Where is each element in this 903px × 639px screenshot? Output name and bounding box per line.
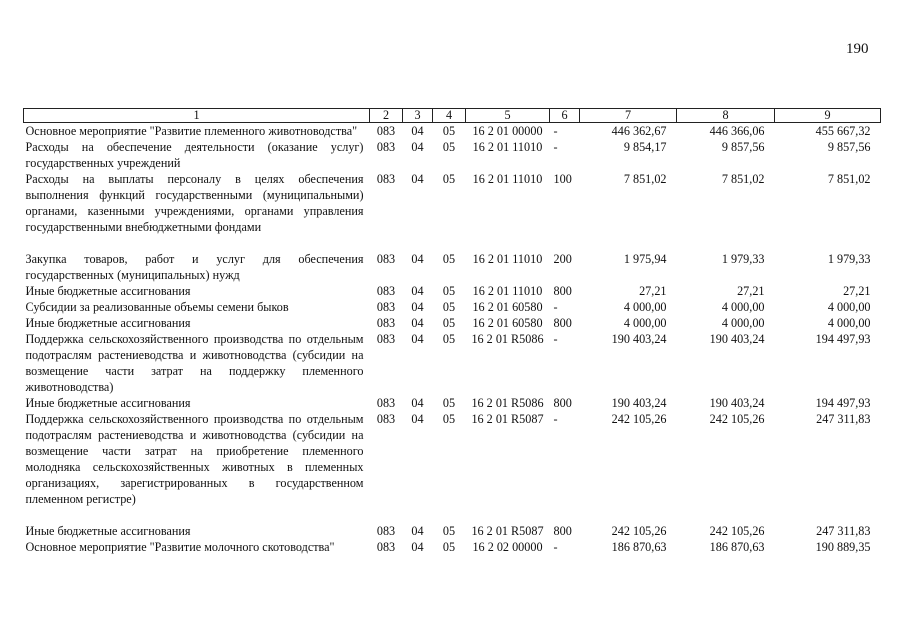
- row-gr-code: 083: [376, 284, 396, 298]
- row-vr-code: -: [553, 332, 558, 346]
- row-value-9: 190 889,35: [815, 540, 871, 554]
- row-rz-code: 04: [411, 140, 424, 154]
- row-rz-code: 04: [411, 172, 424, 186]
- table-row: [24, 411, 881, 523]
- row-pr-code: 05: [442, 300, 456, 314]
- column-header: 2: [370, 109, 403, 123]
- row-value-8: 242 105,26: [709, 412, 765, 426]
- row-csr-code: 16 2 01 00000: [472, 124, 543, 138]
- row-value-9: 247 311,83: [816, 524, 871, 538]
- row-rz-code: 04: [411, 124, 424, 138]
- table-row: [24, 251, 881, 283]
- row-vr-code: 800: [553, 284, 572, 298]
- row-value-9: 1 979,33: [827, 252, 871, 266]
- column-header: 7: [580, 109, 677, 123]
- row-value-8: 242 105,26: [709, 524, 765, 538]
- row-pr-code: 05: [442, 124, 456, 138]
- row-value-7: 446 362,67: [611, 124, 667, 138]
- row-gr-code: 083: [376, 300, 396, 314]
- row-pr-code: 05: [442, 540, 456, 554]
- column-header: 8: [677, 109, 775, 123]
- row-value-9: 4 000,00: [827, 300, 871, 314]
- row-value-9: 4 000,00: [827, 316, 871, 330]
- column-header: 5: [466, 109, 550, 123]
- table-row: [24, 299, 881, 315]
- row-name: Поддержка сельскохозяйственного производства по отдельным подотраслям растениеводства и животноводства (субсидии на возмещение части затрат на поддержку племенного животноводства): [25, 332, 364, 394]
- row-gr-code: 083: [376, 140, 396, 154]
- row-value-7: 190 403,24: [611, 332, 667, 346]
- row-value-8: 186 870,63: [709, 540, 765, 554]
- row-pr-code: 05: [442, 332, 456, 346]
- row-value-8: 446 366,06: [709, 124, 765, 138]
- row-value-8: 7 851,02: [721, 172, 765, 186]
- row-value-8: 9 857,56: [721, 140, 765, 154]
- budget-table: [23, 108, 881, 555]
- row-csr-code: 16 2 01 11010: [472, 140, 543, 154]
- row-rz-code: 04: [411, 284, 424, 298]
- table-body: [24, 123, 881, 556]
- column-header: 4: [433, 109, 466, 123]
- column-header: 3: [403, 109, 433, 123]
- row-name: Иные бюджетные ассигнования: [25, 396, 191, 410]
- row-rz-code: 04: [411, 396, 424, 410]
- row-rz-code: 04: [411, 524, 424, 538]
- row-name: Расходы на обеспечение деятельности (оказание услуг) государственных учреждений: [25, 140, 364, 170]
- table-row: [24, 315, 881, 331]
- row-value-7: 7 851,02: [623, 172, 667, 186]
- row-rz-code: 04: [411, 252, 424, 266]
- row-vr-code: 100: [553, 172, 572, 186]
- row-vr-code: 800: [553, 524, 572, 538]
- row-rz-code: 04: [411, 300, 424, 314]
- table-row: [24, 523, 881, 539]
- row-csr-code: 16 2 01 11010: [472, 284, 543, 298]
- row-pr-code: 05: [442, 412, 456, 426]
- row-rz-code: 04: [411, 332, 424, 346]
- column-header: 6: [550, 109, 580, 123]
- row-vr-code: 800: [553, 396, 572, 410]
- table-header: [24, 109, 881, 123]
- row-csr-code: 16 2 01 R5087: [471, 524, 544, 538]
- row-pr-code: 05: [442, 140, 456, 154]
- row-value-7: 242 105,26: [611, 524, 667, 538]
- row-vr-code: 200: [553, 252, 572, 266]
- table-row: [24, 395, 881, 411]
- row-gr-code: 083: [376, 540, 396, 554]
- row-vr-code: -: [553, 540, 558, 554]
- header-row: [24, 109, 881, 123]
- row-value-9: 194 497,93: [815, 332, 871, 346]
- row-vr-code: -: [553, 300, 558, 314]
- table-row: [24, 539, 881, 555]
- table-row: [24, 139, 881, 171]
- row-csr-code: 16 2 01 60580: [472, 300, 543, 314]
- row-name: Поддержка сельскохозяйственного производства по отдельным подотраслям растениеводства и животноводства (субсидии на возмещение части затрат на приобретение племенного молодняка сельскохозяйственных животных в племенных организациях, зарегистрированных в государственном племенном регистре): [25, 412, 364, 506]
- row-gr-code: 083: [376, 124, 396, 138]
- row-vr-code: -: [553, 124, 558, 138]
- row-value-7: 1 975,94: [623, 252, 667, 266]
- row-pr-code: 05: [442, 316, 456, 330]
- row-value-7: 9 854,17: [623, 140, 667, 154]
- table-row: [24, 171, 881, 251]
- row-name: Расходы на выплаты персоналу в целях обеспечения выполнения функций государственными (муниципальными) органами, казенными учреждениями, органами управления государственными внебюджетными фондами: [25, 172, 364, 234]
- row-value-7: 186 870,63: [611, 540, 667, 554]
- row-gr-code: 083: [376, 396, 396, 410]
- row-vr-code: 800: [553, 316, 572, 330]
- row-rz-code: 04: [411, 316, 424, 330]
- row-csr-code: 16 2 01 11010: [472, 172, 543, 186]
- row-value-9: 247 311,83: [816, 412, 871, 426]
- row-value-7: 4 000,00: [623, 316, 667, 330]
- row-csr-code: 16 2 01 R5086: [471, 396, 544, 410]
- row-pr-code: 05: [442, 284, 456, 298]
- row-name: Основное мероприятие "Развитие молочного скотоводства": [25, 540, 335, 554]
- row-gr-code: 083: [376, 316, 396, 330]
- row-gr-code: 083: [376, 332, 396, 346]
- row-value-9: 194 497,93: [815, 396, 871, 410]
- row-value-7: 4 000,00: [623, 300, 667, 314]
- row-value-7: 242 105,26: [611, 412, 667, 426]
- row-value-7: 190 403,24: [611, 396, 667, 410]
- row-gr-code: 083: [376, 172, 396, 186]
- row-rz-code: 04: [411, 540, 424, 554]
- column-header: 9: [775, 109, 881, 123]
- row-name: Иные бюджетные ассигнования: [25, 284, 191, 298]
- row-value-9: 27,21: [843, 284, 871, 298]
- row-csr-code: 16 2 02 00000: [472, 540, 543, 554]
- row-value-9: 455 667,32: [815, 124, 871, 138]
- row-csr-code: 16 2 01 R5086: [471, 332, 544, 346]
- row-vr-code: -: [553, 140, 558, 154]
- table-row: [24, 123, 881, 140]
- row-name: Основное мероприятие "Развитие племенного животноводства": [25, 124, 358, 138]
- row-name: Закупка товаров, работ и услуг для обеспечения государственных (муниципальных) нужд: [25, 252, 364, 282]
- row-name: Иные бюджетные ассигнования: [25, 524, 191, 538]
- row-name: Субсидии за реализованные объемы семени быков: [25, 300, 289, 314]
- row-name: Иные бюджетные ассигнования: [25, 316, 191, 330]
- row-value-9: 9 857,56: [827, 140, 871, 154]
- row-gr-code: 083: [376, 524, 396, 538]
- row-gr-code: 083: [376, 412, 396, 426]
- table-row: [24, 283, 881, 299]
- row-pr-code: 05: [442, 172, 456, 186]
- row-value-8: 4 000,00: [721, 300, 765, 314]
- table-row: [24, 331, 881, 395]
- row-gr-code: 083: [376, 252, 396, 266]
- row-value-8: 190 403,24: [709, 396, 765, 410]
- row-pr-code: 05: [442, 252, 456, 266]
- row-csr-code: 16 2 01 R5087: [471, 412, 544, 426]
- row-pr-code: 05: [442, 396, 456, 410]
- row-value-7: 27,21: [639, 284, 667, 298]
- row-value-8: 1 979,33: [721, 252, 765, 266]
- page-number: 190: [846, 41, 869, 57]
- row-pr-code: 05: [442, 524, 456, 538]
- row-rz-code: 04: [411, 412, 424, 426]
- row-value-8: 27,21: [737, 284, 765, 298]
- row-csr-code: 16 2 01 60580: [472, 316, 543, 330]
- column-header: 1: [24, 109, 370, 123]
- row-vr-code: -: [553, 412, 558, 426]
- row-value-8: 4 000,00: [721, 316, 765, 330]
- row-csr-code: 16 2 01 11010: [472, 252, 543, 266]
- row-value-9: 7 851,02: [827, 172, 871, 186]
- row-value-8: 190 403,24: [709, 332, 765, 346]
